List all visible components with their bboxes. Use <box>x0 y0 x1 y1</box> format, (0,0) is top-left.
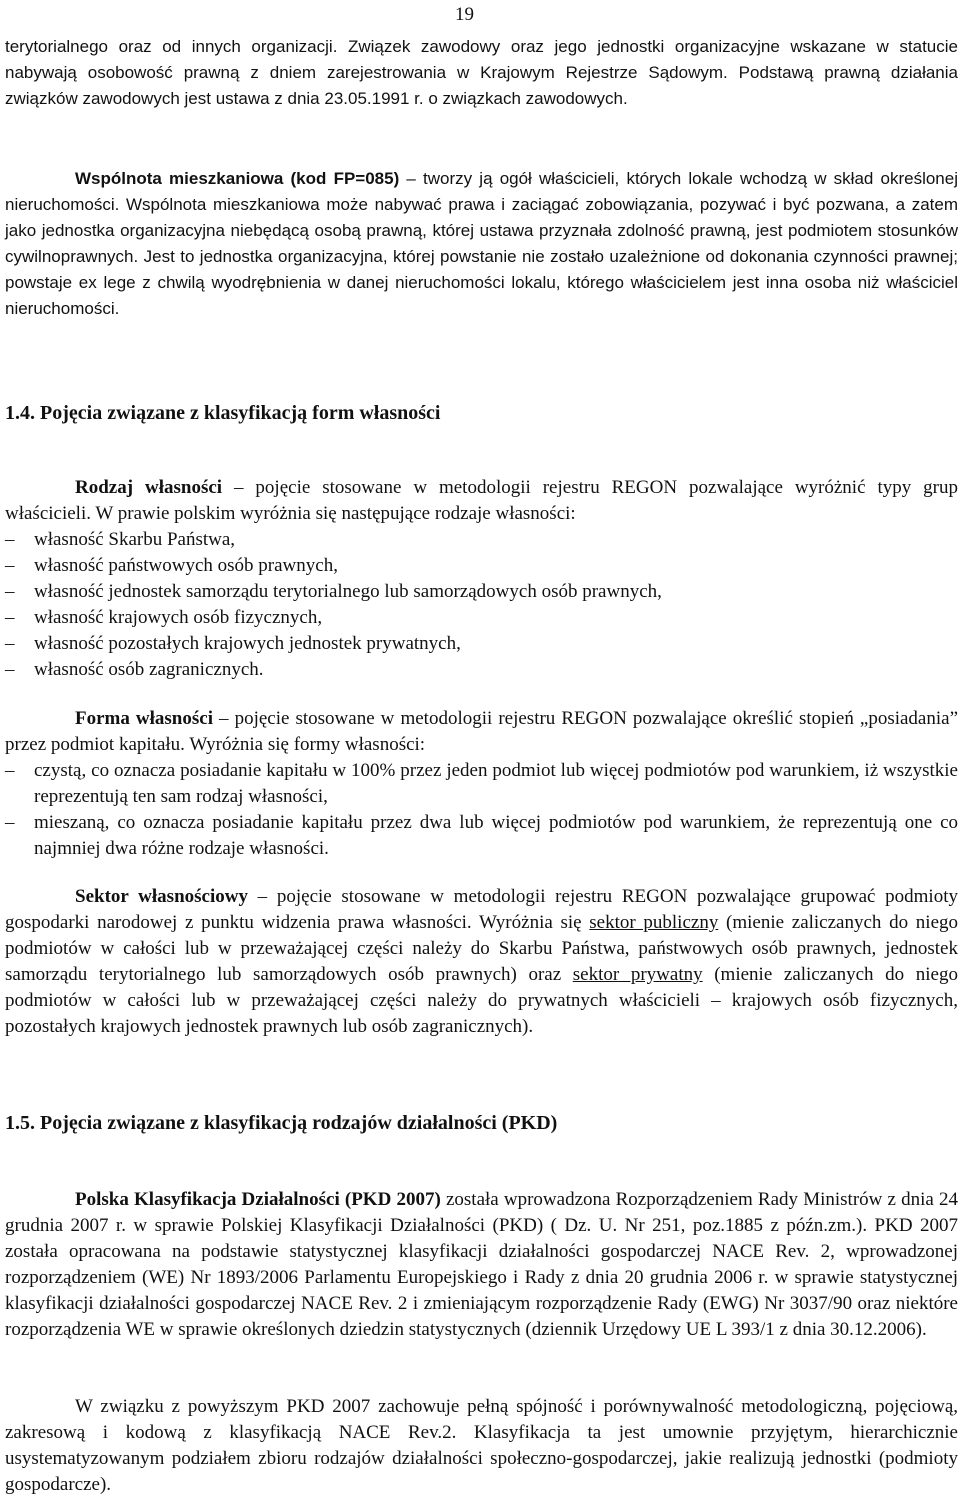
forma-paragraph <box>5 706 958 758</box>
list-item: – własność pozostałych krajowych jednostek prywatnych, <box>5 631 958 657</box>
section-number: 1.5. <box>5 1112 35 1134</box>
page-number: 19 <box>455 4 474 25</box>
list-item: – mieszaną, co oznacza posiadanie kapitału przez dwa lub więcej podmiotów pod warunkiem, że reprezentują one co najmniej dwa różne rodzaje własności. <box>5 810 958 862</box>
intro-paragraph <box>5 34 958 112</box>
section-heading-1-5 <box>5 1110 557 1136</box>
list-item: – własność państwowych osób prawnych, <box>5 553 958 579</box>
pkd-paragraph <box>5 1187 958 1343</box>
sektor-publiczny-term: sektor publiczny <box>589 912 719 933</box>
section-number: 1.4. <box>5 402 35 424</box>
wspolnota-definition: – tworzy ją ogół właścicieli, których lokale wchodzą w skład określonej nieruchomości. <box>5 169 958 214</box>
list-item: – czystą, co oznacza posiadanie kapitału w 100% przez jeden podmiot lub więcej podmiotów pod warunkiem, iż wszystkie reprezentują ten sam rodzaj własności, <box>5 758 958 810</box>
list-item: – własność krajowych osób fizycznych, <box>5 605 958 631</box>
sektor-paragraph <box>5 884 958 1040</box>
section-title: Pojęcia związane z klasyfikacją rodzajów działalności (PKD) <box>35 1112 558 1134</box>
rodzaj-list <box>5 527 958 683</box>
section-heading-1-4 <box>5 400 440 426</box>
pkd-text-2: W związku z powyższym PKD 2007 zachowuje pełną spójność i porównywalność metodologiczną, pojęciową, zakresową i kodową z klasyfikacją NACE Rev.2. Klasyfikacja ta jest umownie przyjętym, hierarchicznie usystematyzowanym podziałem zbioru rodzajów działalności społeczno-gospodarczej, jakie realizują jednostki (podmioty gospodarcze). <box>5 1396 958 1495</box>
sektor-part2: (mienie zaliczanych do niego podmiotów w całości lub w przeważającej części należy do Skarbu Państwa, państwowych osób prawnych, jednostek samorządu terytorialnego lub samorządowych osób prawnych) oraz <box>5 912 959 985</box>
forma-term: Forma własności <box>75 708 213 729</box>
wspolnota-term: Wspólnota mieszkaniowa (kod FP=085) <box>75 169 400 188</box>
pkd-term: Polska Klasyfikacja Działalności (PKD 2007) <box>75 1189 441 1210</box>
section-title: Pojęcia związane z klasyfikacją form własności <box>35 402 441 424</box>
sektor-part3: (mienie zaliczanych do niego podmiotów w całości lub w przeważającej części należy do prywatnych właścicieli – krajowych osób fizycznych, pozostałych krajowych jednostek prawnych lub osób zagranicznych). <box>5 964 958 1037</box>
forma-definition: – pojęcie stosowane w metodologii rejestru REGON pozwalające określić stopień „posiadania” przez podmiot kapitału. Wyróżnia się formy własności: <box>5 708 958 755</box>
sektor-term: Sektor własnościowy <box>75 886 248 907</box>
rodzaj-paragraph <box>5 475 958 527</box>
intro-text: terytorialnego oraz od innych organizacji. Związek zawodowy oraz jego jednostki organizacyjne wskazane w statucie nabywają osobowość prawną z dniem zarejestrowania w Krajowym Rejestrze Sądowym. Podstawą prawną działania związków zawodowych jest ustawa z dnia 23.05.1991 r. o związkach zawodowych. <box>5 37 958 108</box>
sektor-prywatny-term: sektor prywatny <box>572 964 703 985</box>
pkd-text: została wprowadzona Rozporządzeniem Rady Ministrów z dnia 24 grudnia 2007 r. w sprawie Polskiej Klasyfikacji Działalności (PKD) ( Dz. U. Nr 251, poz.1885 z późn.zm.). PKD 2007 została opracowana na podstawie statystycznej klasyfikacji działalności gospodarczej NACE Rev. 2, wprowadzonej rozporządzeniem (WE) Nr 1893/2006 Parlamentu Europejskiego i Rady z dnia 20 grudnia 2006 r. w sprawie statystycznej klasyfikacji działalności gospodarczej NACE Rev. 2 i zmieniającym rozporządzenie Rady (EWG) Nr 3037/90 oraz niektóre rozporządzenia WE w sprawie określonych dziedzin statystycznych (dziennik Urzędowy UE L 393/1 z dnia 30.12.2006). <box>5 1189 959 1340</box>
wspolnota-rest: Wspólnota mieszkaniowa może nabywać prawa i zaciągać zobowiązania, pozywać i być pozwana, a zatem jako jednostka organizacyjna niebędącą osobą prawną, której ustawa przyznała zdolność prawną, jest podmiotem stosunków cywilnoprawnych. Jest to jednostka organizacyjna, której powstanie nie zostało uzależnione od dokonania czynności prawnej; powstaje ex lege z chwilą wyodrębnienia w danej nieruchomości lokalu, którego właścicielem jest inna osoba niż właściciel nieruchomości. <box>5 195 958 318</box>
list-item: – własność jednostek samorządu terytorialnego lub samorządowych osób prawnych, <box>5 579 958 605</box>
list-item: – własność Skarbu Państwa, <box>5 527 958 553</box>
forma-list <box>5 758 958 862</box>
rodzaj-definition: – pojęcie stosowane w metodologii rejestru REGON pozwalające wyróżnić typy grup właścicieli. W prawie polskim wyróżnia się następujące rodzaje własności: <box>5 477 958 524</box>
rodzaj-term: Rodzaj własności <box>75 477 223 498</box>
sektor-part1: – pojęcie stosowane w metodologii rejestru REGON pozwalające grupować podmioty gospodarki narodowej z punktu widzenia prawa własności. Wyróżnia się <box>5 886 958 933</box>
list-item: – własność osób zagranicznych. <box>5 657 958 683</box>
pkd-paragraph-2 <box>5 1394 958 1498</box>
wspolnota-paragraph <box>5 166 958 322</box>
